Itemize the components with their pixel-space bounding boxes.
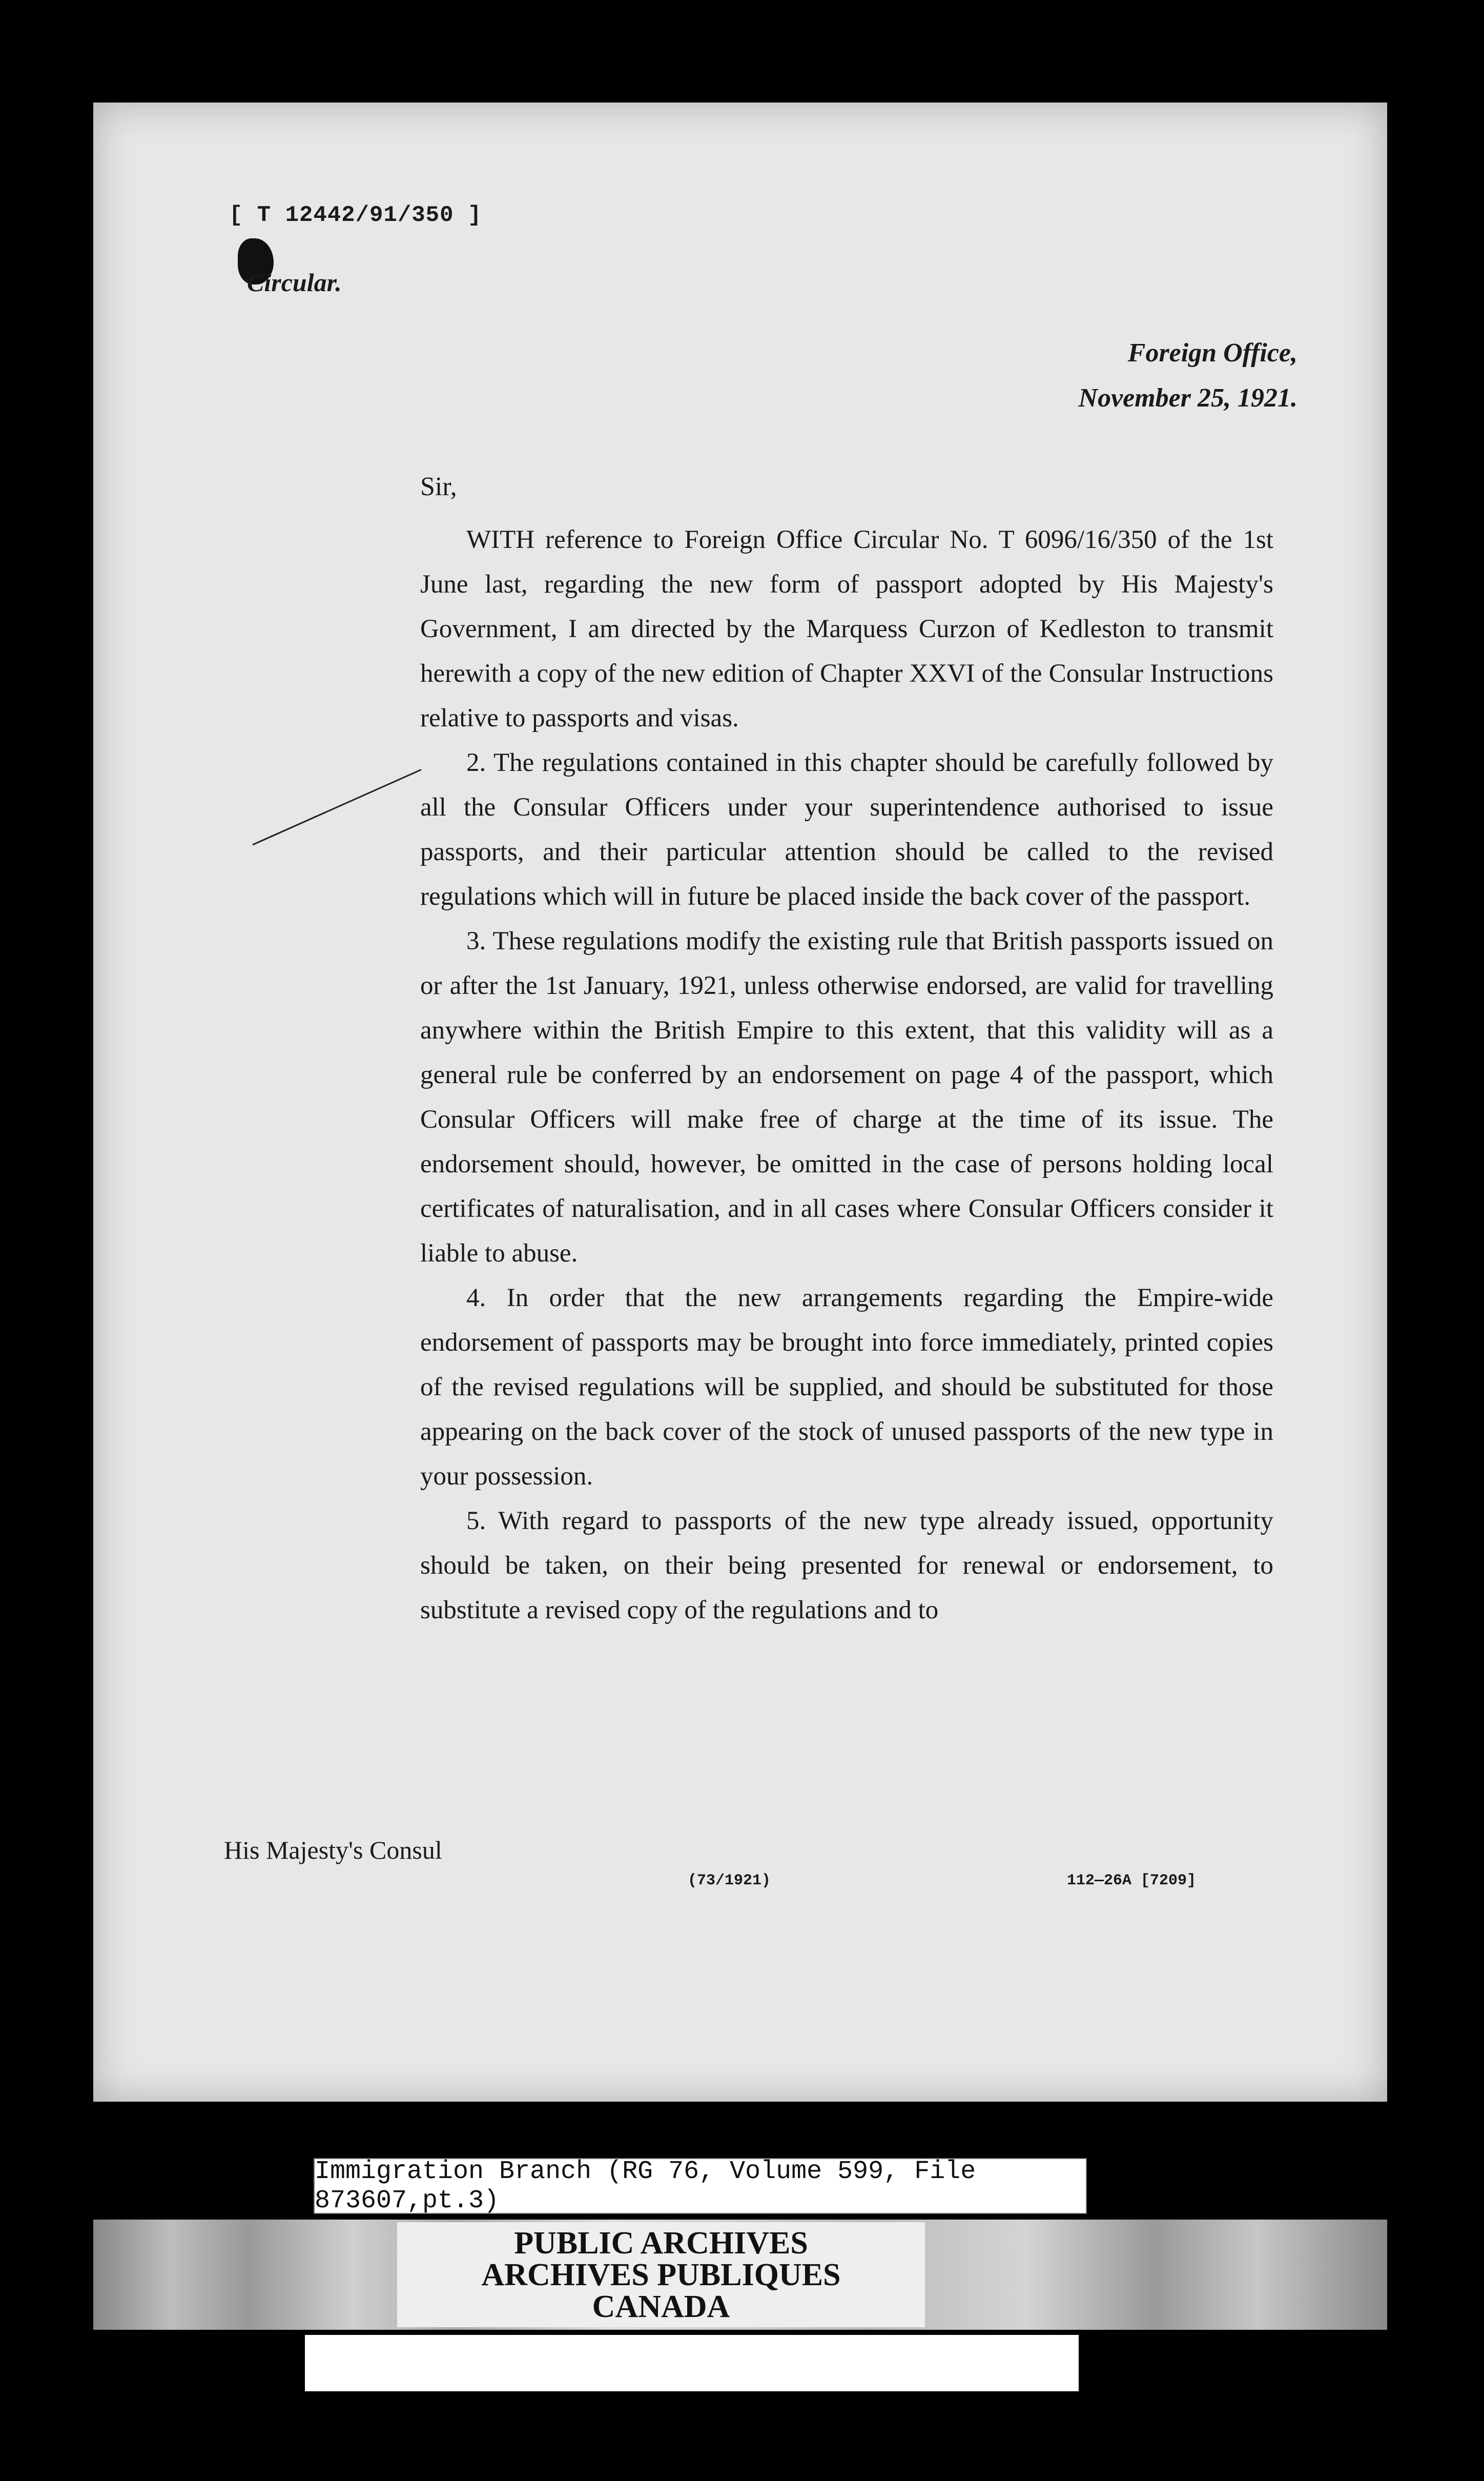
sender-block (1079, 331, 1297, 421)
archive-file-label: Immigration Branch (RG 76, Volume 599, File 873607,pt.3) (314, 2158, 1087, 2214)
print-code-right: 112—26A [7209] (1067, 1872, 1197, 1889)
paragraph-1: WITH reference to Foreign Office Circular No. T 6096/16/350 of the 1st June last, regarding the new form of passport adopted by His Majesty's Government, I am directed by the Marquess Curzon of Kedleston to transmit herewith a copy of the new edition of Chapter XXVI of the Consular Instructions relative to passports and visas. (420, 525, 1273, 733)
document-page (93, 103, 1387, 2102)
paragraph-2: 2. The regulations contained in this chapter should be carefully followed by all the Consular Officers under your superintendence authorised to issue passports, and their particular attention should be called to the revised regulations which will in future be placed inside the back cover of the passport. (420, 748, 1273, 911)
reference-number: [ T 12442/91/350 ] (229, 202, 482, 228)
stamp-line-2: ARCHIVES PUBLIQUES (481, 2257, 841, 2292)
stamp-line-1: PUBLIC ARCHIVES (514, 2225, 808, 2261)
paragraph-5: 5. With regard to passports of the new type already issued, opportunity should be taken, on their being presented for renewal or endorsement, to substitute a revised copy of the regulations and to (420, 1507, 1273, 1624)
pen-mark (253, 769, 422, 845)
stamp-line-3: CANADA (592, 2289, 730, 2324)
paragraph-3: 3. These regulations modify the existing rule that British passports issued on or after the 1st January, 1921, unless otherwise endorsed, are valid for travelling anywhere within the British Empire to this extent, that this validity will as a general rule be conferred by an endorsement on page 4 of the passport, which Consular Officers will make free of charge at the time of its issue. The endorsement should, however, be omitted in the case of persons holding local certificates of naturalisation, and in all cases where Consular Officers consider it liable to abuse. (420, 927, 1273, 1268)
blank-label (305, 2335, 1079, 2391)
archive-stamp (397, 2222, 925, 2327)
paragraph-4: 4. In order that the new arrangements regarding the Empire-wide endorsement of passports may be brought into force immediately, printed copies of the revised regulations will be supplied, and should be substituted for those appearing on the back cover of the stock of unused passports of the new type in your possession. (420, 1284, 1273, 1491)
circular-label: Circular. (247, 268, 342, 297)
print-code-left: (73/1921) (688, 1872, 771, 1889)
salutation: Sir, (420, 472, 457, 501)
sender-office: Foreign Office, (1127, 338, 1297, 368)
addressee: His Majesty's Consul (224, 1836, 442, 1864)
letter-body (420, 518, 1273, 1633)
letter-date: November 25, 1921. (1078, 383, 1297, 413)
